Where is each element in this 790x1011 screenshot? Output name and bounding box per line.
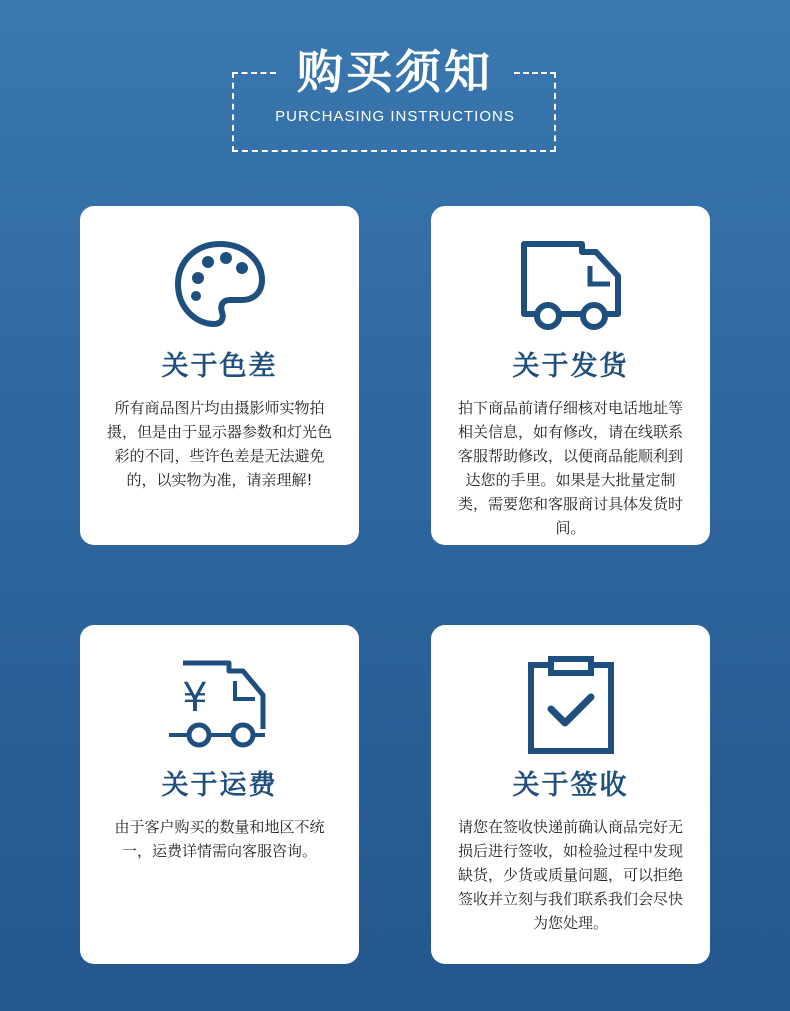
shipping-fee-truck-icon: [80, 655, 359, 755]
clipboard-check-icon: [431, 655, 710, 755]
delivery-truck-icon: [431, 236, 710, 336]
card-body: 所有商品图片均由摄影师实物拍摄，但是由于显示器参数和灯光色彩的不同，些许色差是无法避免的，以实物为准，请亲理解!: [106, 399, 332, 489]
card-title: 关于运费: [161, 770, 278, 801]
card-title: 关于发货: [512, 351, 629, 382]
info-card-shipping-fee: [80, 625, 359, 964]
palette-icon: [80, 236, 359, 336]
info-card-color-difference: [80, 206, 359, 545]
info-card-receipt: [431, 625, 710, 964]
page-title: 购买须知: [297, 45, 493, 99]
card-title: 关于色差: [161, 351, 278, 382]
card-body: 由于客户购买的数量和地区不统一，运费详情需向客服咨询。: [114, 818, 325, 860]
page-subtitle: PURCHASING INSTRUCTIONS: [275, 108, 515, 125]
info-card-shipping: [431, 206, 710, 545]
svg-text:¥: ¥: [181, 675, 208, 721]
card-body: 请您在签收快递前确认商品完好无损后进行签收，如检验过程中发现缺货，少货或质量问题，可以拒绝签收并立刻与我们联系我们会尽快为您处理。: [457, 818, 683, 932]
card-title: 关于签收: [512, 770, 629, 801]
card-body: 拍下商品前请仔细核对电话地址等相关信息，如有修改，请在线联系客服帮助修改，以便商品能顺利到达您的手里。如果是大批量定制类，需要您和客服商讨具体发货时间。: [457, 399, 683, 537]
